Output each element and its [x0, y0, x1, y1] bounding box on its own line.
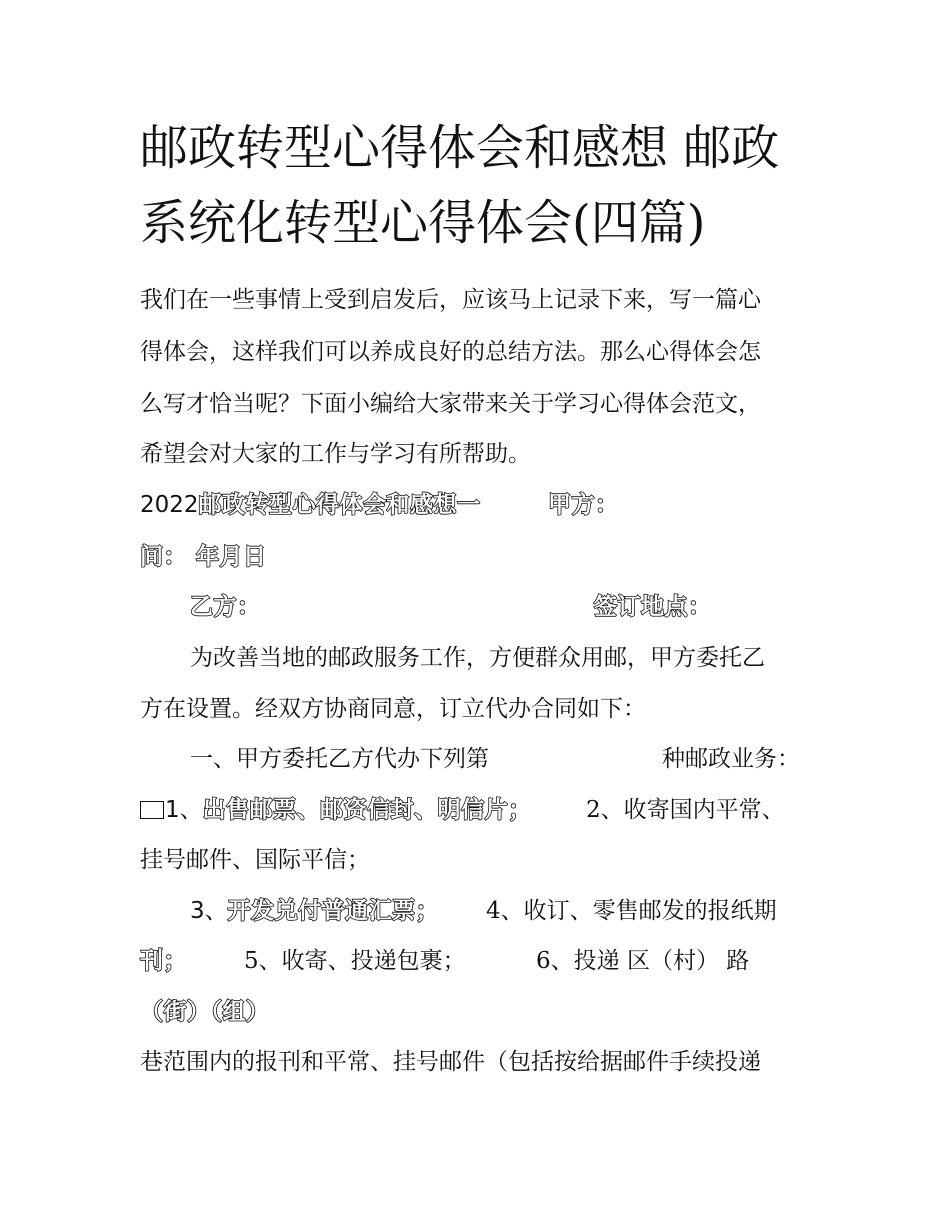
- date-label: 年月日: [196, 544, 267, 570]
- body-line-2: 方在设置。经双方协商同意，订立代办合同如下：: [140, 696, 646, 722]
- street-group: （街）（组）: [140, 999, 270, 1025]
- intro-line-2: 得体会，这样我们可以养成良好的总结方法。那么心得体会怎: [140, 339, 761, 365]
- section-heading: 邮政转型心得体会和感想一: [198, 492, 481, 518]
- clause-1-left: 一、甲方委托乙方代办下列第: [190, 746, 489, 772]
- missing-glyph-marks: [140, 801, 164, 819]
- party-a-label: 甲方：: [548, 492, 619, 518]
- clause-1-right: 种邮政业务：: [662, 746, 800, 772]
- item-2-continuation: 挂号邮件、国际平信；: [140, 847, 370, 873]
- item-3-number: 3、: [190, 898, 228, 924]
- sign-place-label: 签订地点：: [594, 594, 712, 620]
- item-5-text: 5、收寄、投递包裹；: [244, 948, 466, 974]
- intro-line-4: 希望会对大家的工作与学习有所帮助。: [140, 441, 531, 467]
- item-2-text: 2、收寄国内平常、: [586, 797, 785, 823]
- party-b-label: 乙方：: [190, 594, 261, 620]
- intro-line-1: 我们在一些事情上受到启发后，应该马上记录下来，写一篇心: [140, 287, 761, 313]
- item-1-text: 出售邮票、邮资信封、明信片；: [202, 797, 532, 823]
- item-4-continuation: 刊；: [140, 948, 187, 974]
- last-line: 巷范围内的报刊和平常、挂号邮件（包括按给据邮件手续投递: [140, 1049, 761, 1075]
- body-line-1: 为改善当地的邮政服务工作，方便群众用邮，甲方委托乙: [190, 645, 765, 671]
- time-label: 间：: [140, 544, 187, 570]
- item-3-text: 开发兑付普通汇票；: [227, 898, 440, 924]
- item-3-row: [190, 896, 439, 926]
- section-heading-row: [140, 490, 481, 520]
- document-title-line-1: 邮政转型心得体会和感想 邮政: [140, 120, 780, 176]
- section-year: 2022: [140, 492, 199, 518]
- item-1-row: [140, 795, 532, 825]
- item-6-text: 6、投递 区（村） 路: [536, 948, 750, 974]
- document-title-line-2: 系统化转型心得体会(四篇): [140, 195, 706, 251]
- item-1-number: 1、: [165, 797, 203, 823]
- intro-line-3: 么写才恰当呢？下面小编给大家带来关于学习心得体会范文，: [140, 391, 761, 417]
- item-4-text: 4、收订、零售邮发的报纸期: [486, 898, 777, 924]
